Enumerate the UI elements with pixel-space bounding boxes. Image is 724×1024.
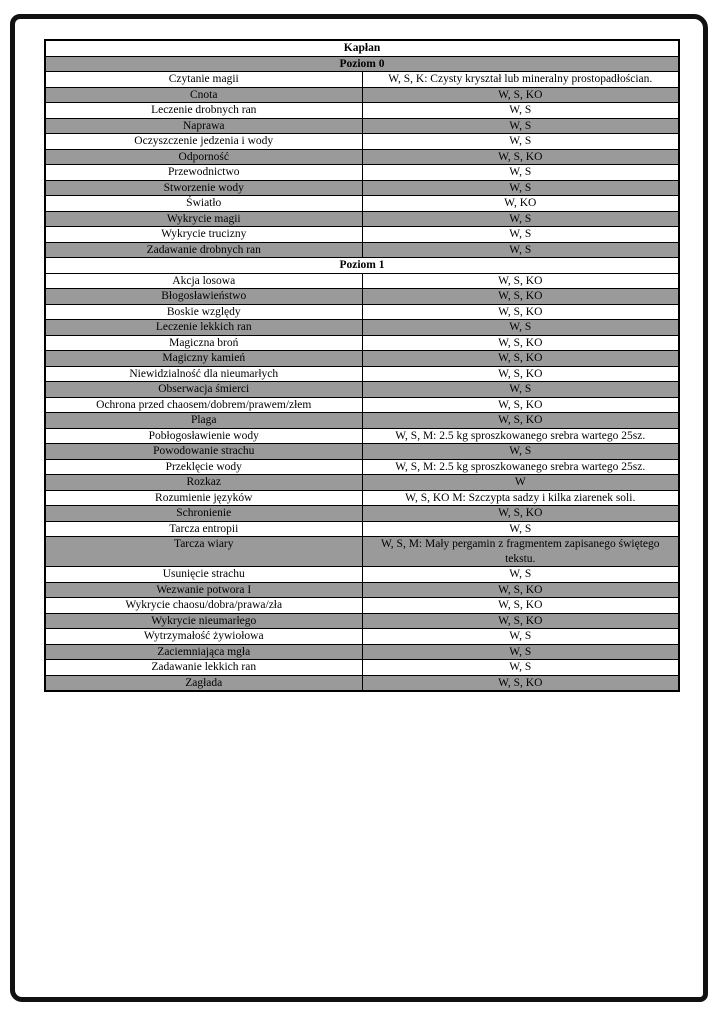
spell-components: W: [362, 475, 679, 491]
spell-components: W, S: [362, 320, 679, 336]
spell-name: Oczyszczenie jedzenia i wody: [45, 134, 362, 150]
table-row: [45, 72, 679, 88]
spell-name: Naprawa: [45, 118, 362, 134]
spell-components: W, S, M: Mały pergamin z fragmentem zapisanego świętego tekstu.: [362, 537, 679, 567]
table-row: [45, 567, 679, 583]
spell-name: Wykrycie trucizny: [45, 227, 362, 243]
spell-name: Akcja losowa: [45, 273, 362, 289]
spell-components: W, S, KO: [362, 149, 679, 165]
spell-components: W, S: [362, 118, 679, 134]
table-title: Kapłan: [45, 40, 679, 56]
spell-components: W, S: [362, 629, 679, 645]
table-row: [45, 537, 679, 567]
table-row: [45, 675, 679, 691]
spell-name: Czytanie magii: [45, 72, 362, 88]
table-row: [45, 227, 679, 243]
spell-table-container: [44, 39, 680, 692]
level-header: Poziom 1: [45, 258, 679, 274]
table-row: [45, 382, 679, 398]
spell-name: Boskie względy: [45, 304, 362, 320]
spell-components: W, S, KO: [362, 273, 679, 289]
spell-name: Cnota: [45, 87, 362, 103]
spell-name: Tarcza entropii: [45, 521, 362, 537]
spell-name: Niewidzialność dla nieumarłych: [45, 366, 362, 382]
table-row: [45, 413, 679, 429]
table-row: [45, 444, 679, 460]
spell-name: Zadawanie lekkich ran: [45, 660, 362, 676]
spell-name: Światło: [45, 196, 362, 212]
spell-name: Wytrzymałość żywiołowa: [45, 629, 362, 645]
spell-components: W, S, KO: [362, 598, 679, 614]
table-row: [45, 598, 679, 614]
spell-components: W, S, KO: [362, 613, 679, 629]
spell-name: Tarcza wiary: [45, 537, 362, 567]
spell-name: Magiczna broń: [45, 335, 362, 351]
spell-components: W, S: [362, 521, 679, 537]
spell-components: W, S, KO: [362, 397, 679, 413]
table-row: [45, 304, 679, 320]
spell-components: W, S, KO: [362, 304, 679, 320]
spell-name: Zagłada: [45, 675, 362, 691]
spell-name: Zadawanie drobnych ran: [45, 242, 362, 258]
spell-name: Obserwacja śmierci: [45, 382, 362, 398]
spell-components: W, S, KO: [362, 335, 679, 351]
spell-components: W, S: [362, 660, 679, 676]
spell-table: [44, 39, 680, 692]
spell-components: W, S: [362, 211, 679, 227]
level-header-row: [45, 258, 679, 274]
table-row: [45, 397, 679, 413]
spell-components: W, S: [362, 242, 679, 258]
spell-components: W, S: [362, 134, 679, 150]
spell-components: W, S, KO M: Szczypta sadzy i kilka ziarenek soli.: [362, 490, 679, 506]
spell-components: W, S: [362, 382, 679, 398]
spell-name: Odporność: [45, 149, 362, 165]
spell-name: Błogosławieństwo: [45, 289, 362, 305]
table-row: [45, 103, 679, 119]
spell-components: W, S: [362, 644, 679, 660]
spell-components: W, S, KO: [362, 582, 679, 598]
spell-name: Magiczny kamień: [45, 351, 362, 367]
table-row: [45, 118, 679, 134]
spell-name: Wezwanie potwora I: [45, 582, 362, 598]
level-header-row: [45, 56, 679, 72]
spell-components: W, S, KO: [362, 413, 679, 429]
spell-name: Wykrycie chaosu/dobra/prawa/zła: [45, 598, 362, 614]
table-row: [45, 629, 679, 645]
spell-components: W, S: [362, 444, 679, 460]
table-row: [45, 273, 679, 289]
table-row: [45, 644, 679, 660]
spell-components: W, S: [362, 567, 679, 583]
spell-name: Rozumienie języków: [45, 490, 362, 506]
table-row: [45, 351, 679, 367]
table-row: [45, 660, 679, 676]
spell-components: W, KO: [362, 196, 679, 212]
spell-name: Wykrycie magii: [45, 211, 362, 227]
table-row: [45, 613, 679, 629]
spell-components: W, S: [362, 103, 679, 119]
spell-components: W, S: [362, 180, 679, 196]
spell-name: Leczenie lekkich ran: [45, 320, 362, 336]
spell-components: W, S, KO: [362, 351, 679, 367]
table-row: [45, 506, 679, 522]
table-row: [45, 165, 679, 181]
spell-name: Pobłogosławienie wody: [45, 428, 362, 444]
spell-name: Usunięcie strachu: [45, 567, 362, 583]
spell-name: Zaciemniająca mgła: [45, 644, 362, 660]
spell-table-body: [45, 40, 679, 691]
spell-name: Leczenie drobnych ran: [45, 103, 362, 119]
spell-components: W, S, KO: [362, 366, 679, 382]
table-title-row: [45, 40, 679, 56]
spell-components: W, S, M: 2.5 kg sproszkowanego srebra wartego 25sz.: [362, 459, 679, 475]
spell-name: Plaga: [45, 413, 362, 429]
spell-name: Przewodnictwo: [45, 165, 362, 181]
spell-name: Stworzenie wody: [45, 180, 362, 196]
spell-name: Wykrycie nieumarłego: [45, 613, 362, 629]
table-row: [45, 320, 679, 336]
spell-components: W, S, K: Czysty kryształ lub mineralny prostopadłościan.: [362, 72, 679, 88]
spell-components: W, S: [362, 227, 679, 243]
table-row: [45, 428, 679, 444]
table-row: [45, 211, 679, 227]
spell-name: Powodowanie strachu: [45, 444, 362, 460]
table-row: [45, 459, 679, 475]
spell-name: Ochrona przed chaosem/dobrem/prawem/złem: [45, 397, 362, 413]
spell-components: W, S, KO: [362, 506, 679, 522]
table-row: [45, 134, 679, 150]
table-row: [45, 242, 679, 258]
table-row: [45, 490, 679, 506]
spell-components: W, S, M: 2.5 kg sproszkowanego srebra wartego 25sz.: [362, 428, 679, 444]
spell-name: Schronienie: [45, 506, 362, 522]
spell-components: W, S, KO: [362, 87, 679, 103]
table-row: [45, 475, 679, 491]
spell-name: Przeklęcie wody: [45, 459, 362, 475]
table-row: [45, 180, 679, 196]
spell-components: W, S: [362, 165, 679, 181]
table-row: [45, 87, 679, 103]
spell-components: W, S, KO: [362, 289, 679, 305]
table-row: [45, 582, 679, 598]
spell-name: Rozkaz: [45, 475, 362, 491]
table-row: [45, 149, 679, 165]
table-row: [45, 521, 679, 537]
table-row: [45, 335, 679, 351]
table-row: [45, 289, 679, 305]
table-row: [45, 366, 679, 382]
level-header: Poziom 0: [45, 56, 679, 72]
spell-components: W, S, KO: [362, 675, 679, 691]
table-row: [45, 196, 679, 212]
